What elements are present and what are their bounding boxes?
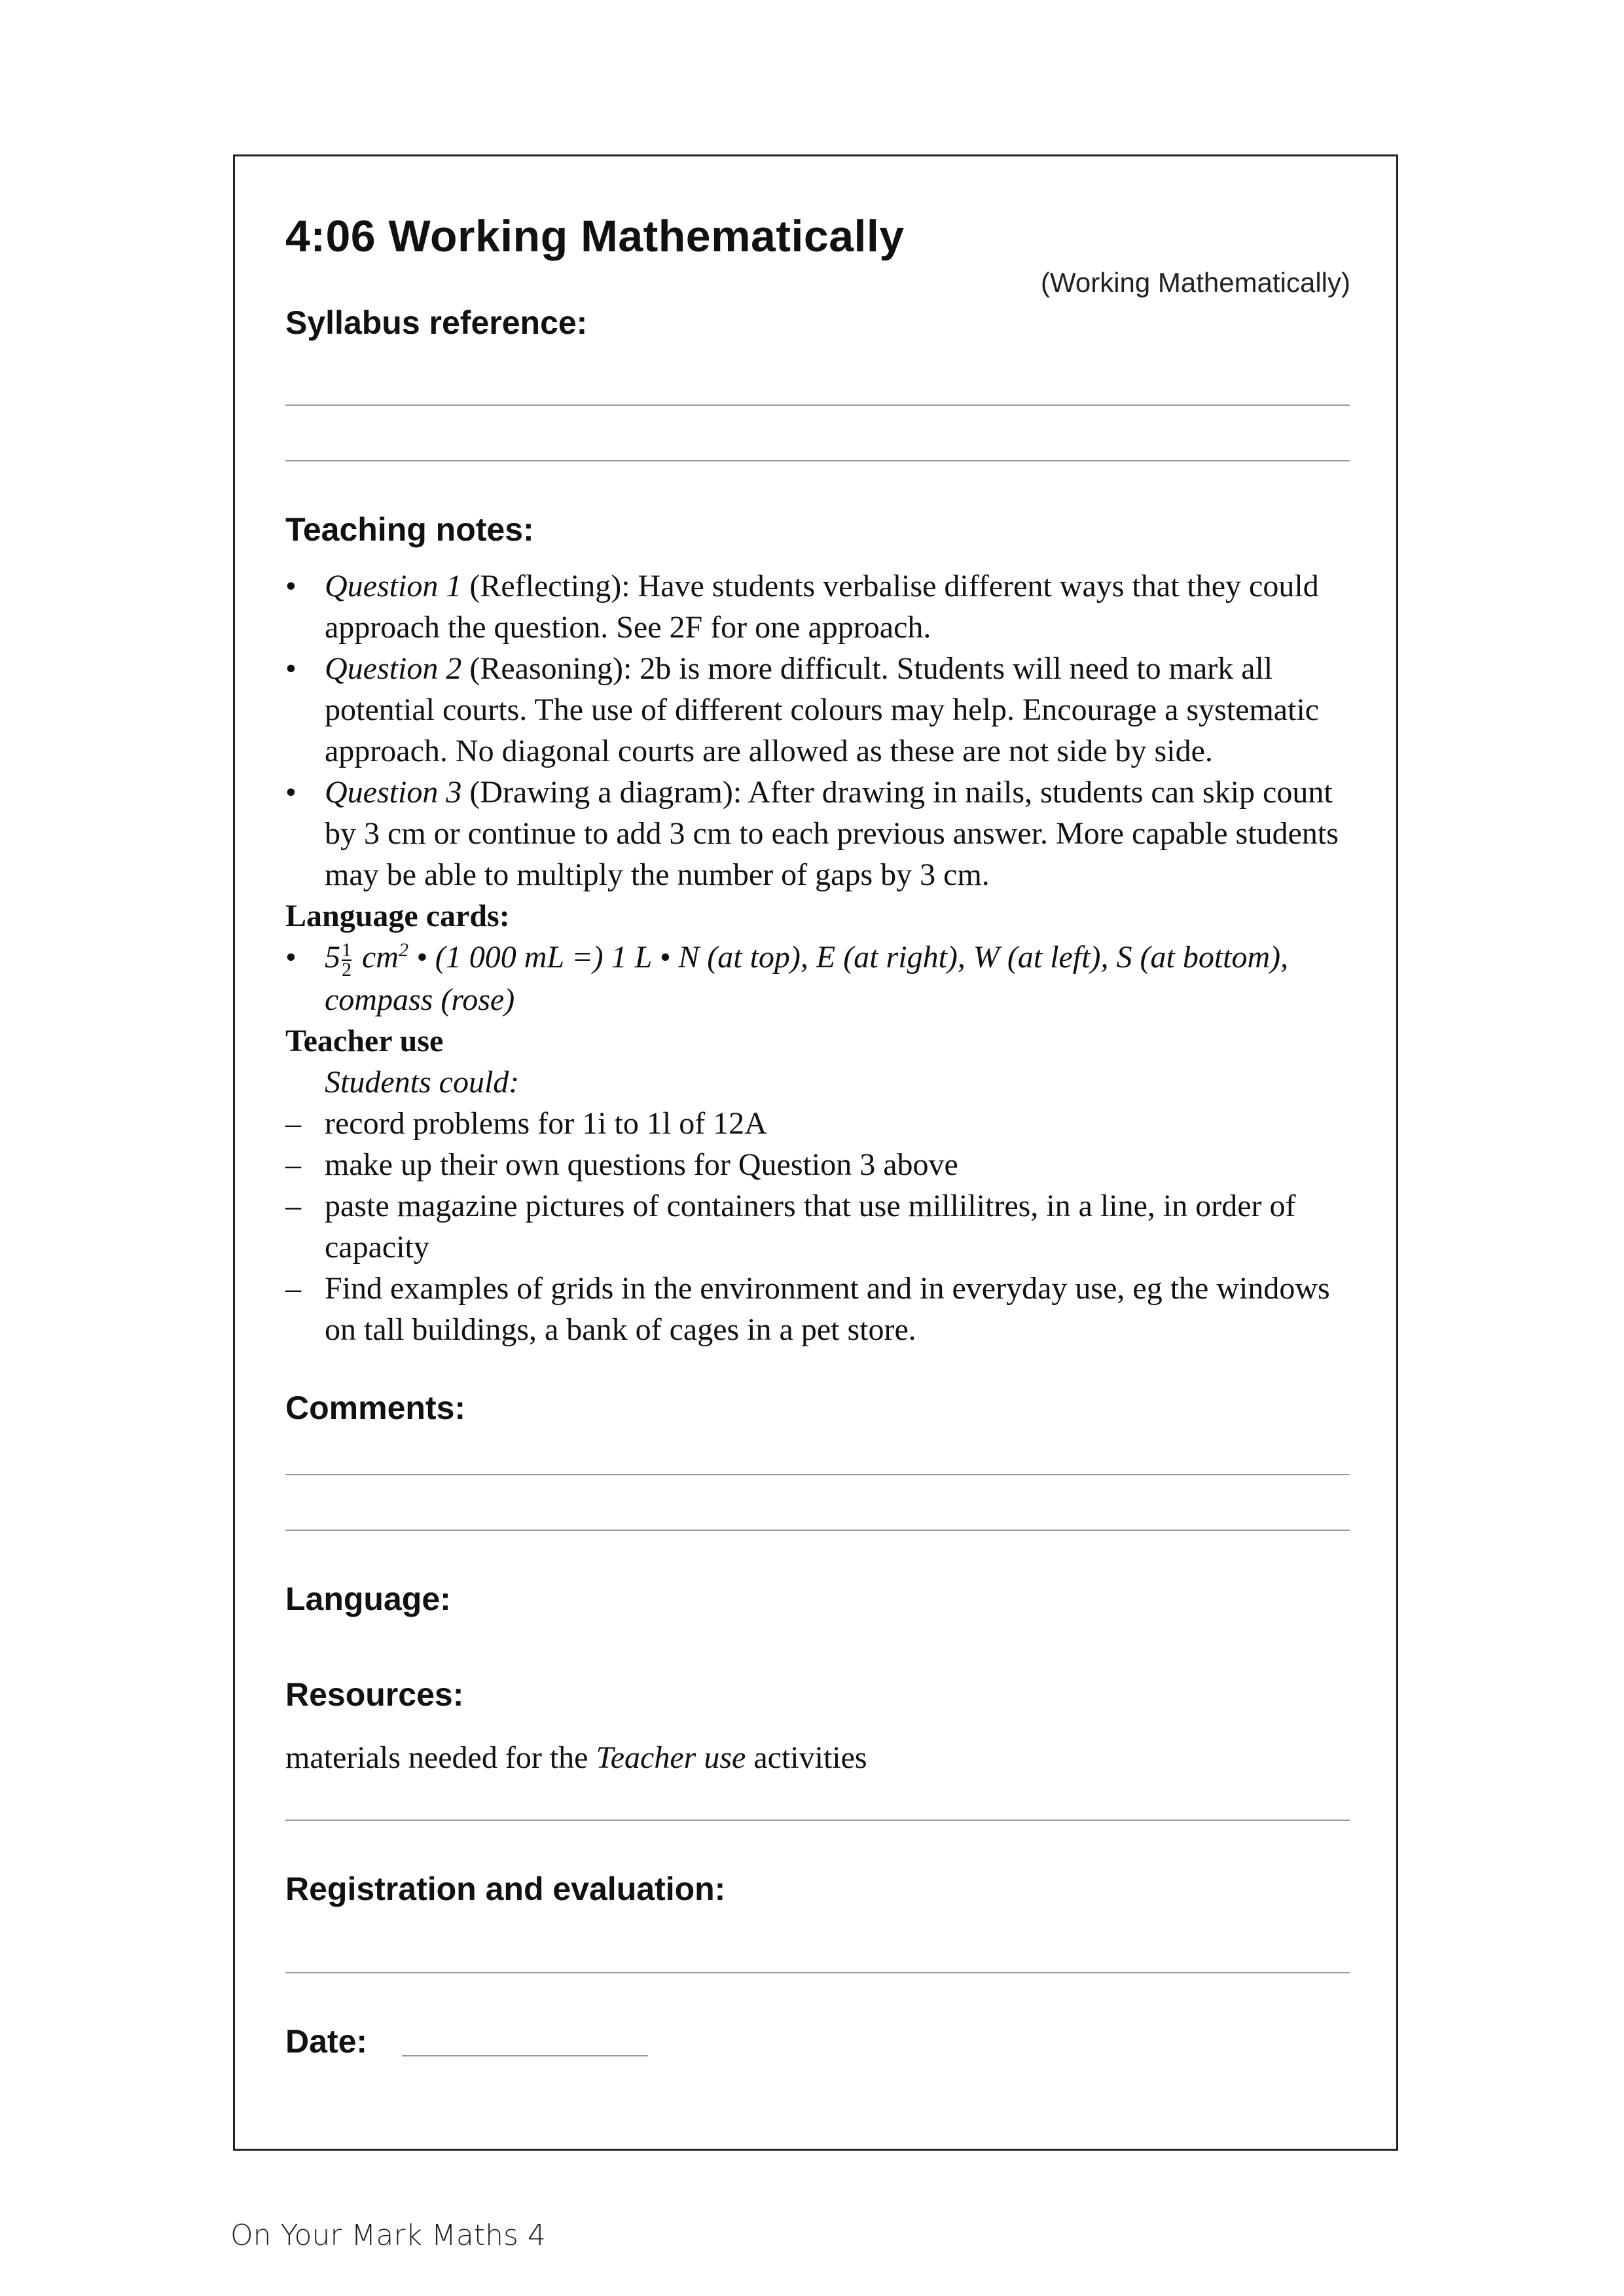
resources-text-before: materials needed for the [285, 1740, 596, 1775]
comments-heading: Comments: [285, 1390, 466, 1426]
resources-line[interactable] [285, 1820, 1350, 1821]
teacher-use-item [285, 1103, 1359, 1144]
teaching-notes-content [285, 565, 1359, 1350]
bullet-marker: • [285, 940, 297, 975]
syllabus-heading: Syllabus reference: [285, 304, 588, 341]
language-heading: Language: [285, 1581, 451, 1617]
language-cards-text [325, 940, 1288, 1017]
resources-text [285, 1737, 867, 1778]
comments-line-1[interactable] [285, 1474, 1350, 1475]
registration-heading: Registration and evaluation: [285, 1871, 726, 1907]
syllabus-line-2[interactable] [285, 460, 1350, 461]
dash-marker: – [285, 1147, 301, 1182]
teacher-use-item-text: Find examples of grids in the environment and in everyday use, eg the windows on tall buildings, a bank of cages in a pet store. [325, 1270, 1330, 1347]
bullet-marker: • [285, 651, 297, 686]
resources-heading: Resources: [285, 1676, 464, 1713]
teacher-use-item [285, 1268, 1359, 1350]
unit-superscript: 2 [398, 939, 408, 961]
bullet-marker: • [285, 569, 297, 603]
date-label: Date: [285, 2023, 368, 2060]
note-lead: Question 3 [325, 775, 462, 810]
teacher-use-item [285, 1144, 1359, 1185]
teacher-use-item-text: make up their own questions for Question 3 above [325, 1147, 958, 1182]
mixed-number-whole: 5 [325, 940, 340, 975]
date-field-line[interactable] [402, 2055, 648, 2056]
teacher-use-heading: Teacher use [285, 1023, 444, 1058]
note-text: (Reflecting): Have students verbalise different ways that they could approach the question. See 2F for one approach. [325, 569, 1319, 645]
note-lead: Question 1 [325, 569, 462, 603]
strand-label: (Working Mathematically) [1040, 267, 1350, 298]
bullet-marker: • [285, 775, 297, 810]
fraction-numerator: 1 [342, 939, 352, 961]
fraction-half [342, 941, 352, 979]
teacher-use-item-text: paste magazine pictures of containers that use millilitres, in a line, in order of capacity [325, 1188, 1296, 1265]
teacher-use-item [285, 1185, 1359, 1268]
teacher-use-intro [285, 1062, 1359, 1103]
syllabus-line-1[interactable] [285, 404, 1350, 406]
note-item [285, 565, 1359, 648]
language-cards-rest: • (1 000 mL =) 1 L • N (at top), E (at right), W (at left), S (at bottom), compass (rose) [325, 940, 1289, 1017]
footer-book-title: On Your Mark Maths 4 [230, 2219, 546, 2252]
note-lead: Question 2 [325, 651, 462, 686]
resources-text-italic: Teacher use [596, 1740, 746, 1775]
teaching-notes-heading: Teaching notes: [285, 511, 534, 548]
unit-label: cm [354, 940, 399, 975]
fraction-denominator: 2 [342, 958, 352, 980]
note-item [285, 772, 1359, 895]
note-text: (Reasoning): 2b is more difficult. Students will need to mark all potential courts. The use of different colours may help. Encourage a systematic approach. No diagonal courts are allowed as these are not side by side. [325, 651, 1320, 768]
note-text: (Drawing a diagram): After drawing in nails, students can skip count by 3 cm or continue to add 3 cm to each previous answer. More capable students may be able to multiply the number of gaps by 3 cm. [325, 775, 1339, 892]
language-cards-heading: Language cards: [285, 899, 510, 933]
dash-marker: – [285, 1270, 301, 1306]
resources-text-after: activities [746, 1740, 867, 1775]
teacher-use-intro-text: Students could: [325, 1064, 520, 1100]
note-item [285, 648, 1359, 772]
dash-marker: – [285, 1188, 301, 1223]
dash-marker: – [285, 1105, 301, 1141]
language-cards-item [285, 937, 1359, 1020]
registration-line[interactable] [285, 1972, 1350, 1973]
comments-line-2[interactable] [285, 1530, 1350, 1531]
teacher-use-item-text: record problems for 1i to 1l of 12A [325, 1105, 767, 1141]
page-title: 4:06 Working Mathematically [285, 211, 905, 261]
